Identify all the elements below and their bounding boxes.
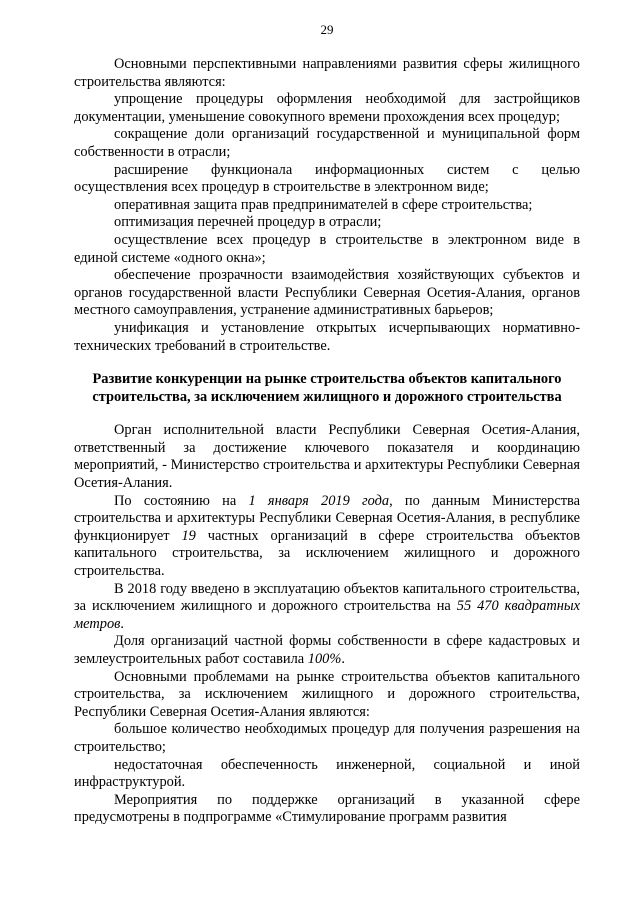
section-heading-line1: Развитие конкуренции на рынке строительства объектов капитального: [92, 371, 562, 388]
text-run: В 2018 году введено в эксплуатацию объектов капитального строительства, за исключением жилищного и дорожного строительства на: [74, 580, 580, 615]
section-heading: [74, 371, 580, 406]
area-emphasis: 55 470 квадратных метров: [74, 598, 580, 632]
date-emphasis: 1 января 2019 года: [248, 492, 390, 509]
list-item-documentation: упрощение процедуры оформления необходимой для застройщиков документации, уменьшение совокупного времени прохождения всех процедур;: [74, 91, 580, 125]
paragraph-commissioned-area: [74, 581, 580, 634]
paragraph-support-measures: Мероприятия по поддержке организаций в указанной сфере предусмотрены в подпрограмме «Стимулирование программ развития: [74, 791, 580, 826]
paragraph-problems-intro: Основными проблемами на рынке строительства объектов капитального строительства, за исключением жилищного и дорожного строительства, Республики Северная Осетия-Алания являются:: [74, 668, 580, 720]
list-item-rights-protection: оперативная защита прав предпринимателей в сфере строительства;: [114, 196, 533, 213]
paragraph-responsible-body: Орган исполнительной власти Республики Северная Осетия-Алания, ответственный за достижение ключевого показателя и координацию мероприятий, - Министерство строительства и архитектуры Республики Северная Осетия-Алания.: [74, 422, 580, 492]
paragraph-private-share: [74, 633, 580, 668]
paragraph-organizations-count: [74, 493, 580, 581]
list-item-procedure-lists: оптимизация перечней процедур в отрасли;: [114, 214, 382, 231]
percent-emphasis: 100%: [307, 651, 342, 667]
list-item-state-share: сокращение доли организаций государственной и муниципальной форм собственности в отрасли;: [74, 126, 580, 160]
text-run: По состоянию на: [114, 492, 249, 509]
text-run: .: [120, 615, 125, 632]
text-run: , по данным Министерства строительства и архитектуры Республики Северная Осетия-Алания, в республике функционирует: [74, 492, 580, 544]
paragraph-directions-intro: Основными перспективными направлениями развития сферы жилищного строительства являются:: [74, 56, 580, 90]
list-item-info-systems: расширение функционала информационных систем с целью осуществления всех процедур в строительстве в электронном виде;: [74, 161, 580, 196]
text-run: .: [341, 651, 345, 667]
list-item-one-window: осуществление всех процедур в строительстве в электронном виде в единой системе «одного окна»;: [74, 231, 580, 266]
list-item-permit-procedures: большое количество необходимых процедур для получения разрешения на строительство;: [74, 721, 580, 755]
list-item-infrastructure: недостаточная обеспеченность инженерной, социальной и иной инфраструктурой.: [74, 756, 580, 791]
list-item-unification: унификация и установление открытых исчерпывающих нормативно-технических требований в строительстве.: [74, 319, 580, 354]
page-number: 29: [320, 22, 334, 37]
list-item-transparency: обеспечение прозрачности взаимодействия хозяйствующих субъектов и органов государственной власти Республики Северная Осетия-Алания, органов местного самоуправления, устранение административных барьеров;: [74, 267, 580, 319]
count-emphasis: 19: [181, 527, 196, 544]
text-run: Доля организаций частной формы собственности в сфере кадастровых и землеустроительных работ составила: [74, 633, 580, 667]
text-run: частных организаций в сфере строительства объектов капитального строительства, за исключением жилищного и дорожного строительства.: [74, 527, 580, 580]
section-heading-line2: строительства, за исключением жилищного и дорожного строительства: [92, 388, 562, 405]
